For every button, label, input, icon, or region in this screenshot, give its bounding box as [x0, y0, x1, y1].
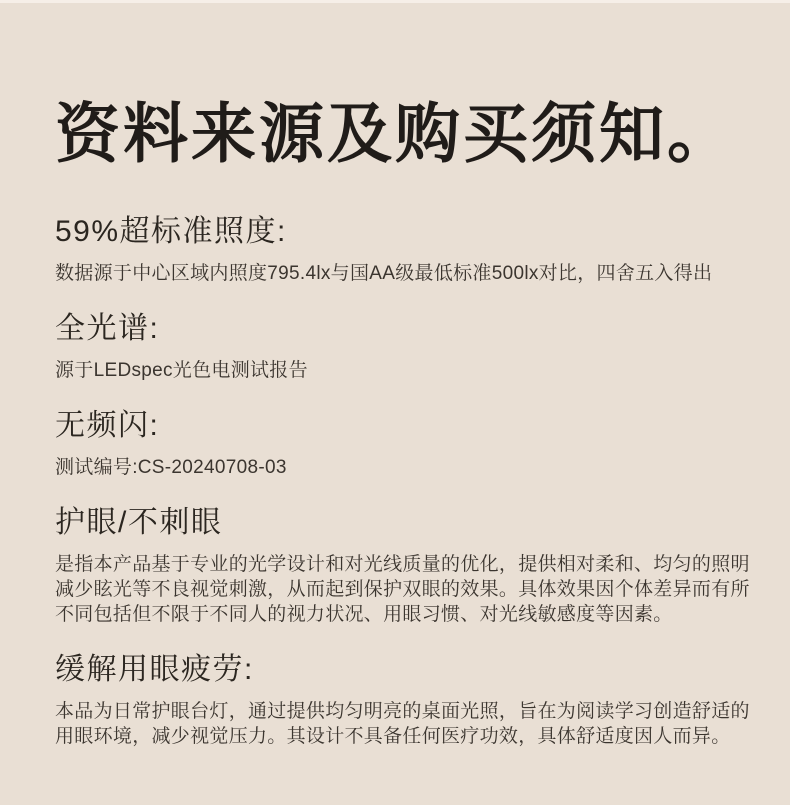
section-heading: 全光谱: — [55, 311, 160, 345]
section-over-standard-illuminance — [55, 212, 755, 286]
page-title: 资料来源及购买须知。 — [55, 97, 736, 170]
section-heading: 无频闪: — [55, 408, 160, 442]
section-body: 数据源于中心区域内照度795.4lx与国AA级最低标准500lx对比，四舍五入得出 — [55, 262, 713, 284]
section-body: 测试编号:CS-20240708-03 — [55, 456, 287, 478]
page-content — [0, 3, 790, 749]
section-heading: 59%超标准照度: — [55, 214, 287, 248]
section-body: 源于LEDspec光色电测试报告 — [55, 359, 308, 381]
section-eye-care — [55, 503, 755, 627]
section-eye-fatigue-relief — [55, 650, 755, 749]
section-no-flicker — [55, 406, 755, 480]
section-heading: 缓解用眼疲劳: — [55, 652, 254, 686]
section-heading: 护眼/不刺眼 — [55, 505, 223, 539]
section-full-spectrum — [55, 309, 755, 383]
section-body: 是指本产品基于专业的光学设计和对光线质量的优化，提供相对柔和、均匀的照明减少眩光等不良视觉刺激，从而起到保护双眼的效果。具体效果因个体差异而有所不同包括但不限于不同人的视力状况、用眼习惯、对光线敏感度等因素。 — [55, 553, 750, 625]
section-body: 本品为日常护眼台灯，通过提供均匀明亮的桌面光照，旨在为阅读学习创造舒适的用眼环境，减少视觉压力。其设计不具备任何医疗功效，具体舒适度因人而异。 — [55, 700, 750, 747]
